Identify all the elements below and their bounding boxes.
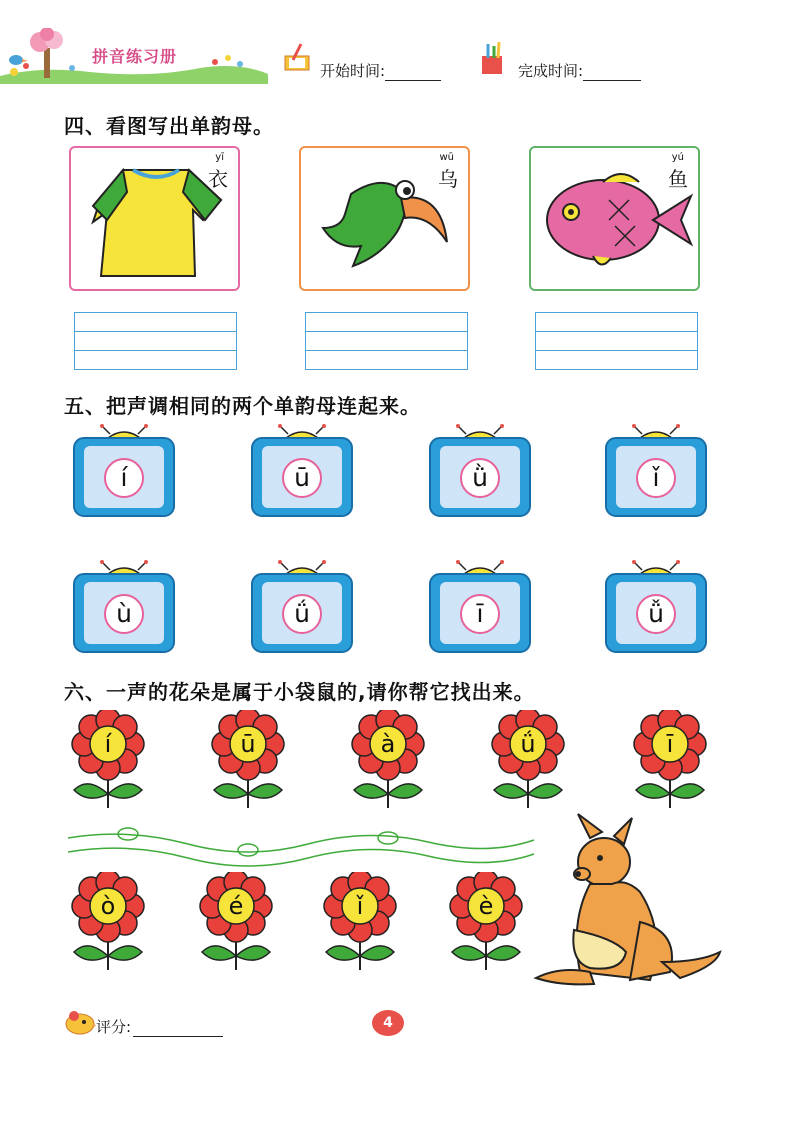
vowel-flower[interactable] xyxy=(208,710,288,810)
vowel-label: à xyxy=(380,730,396,758)
vowel-flower[interactable] xyxy=(68,872,148,972)
section6-title: 六、一声的花朵是属于小袋鼠的,请你帮它找出来。 xyxy=(64,680,535,704)
vowel-flower[interactable] xyxy=(348,710,428,810)
vowel-label: ū xyxy=(240,730,256,758)
pencil-cup-icon xyxy=(478,42,508,76)
end-time-label: 完成时间: xyxy=(518,62,584,80)
vowel-flower[interactable] xyxy=(196,872,276,972)
bird-icon xyxy=(62,1008,96,1036)
card-hanzi: 衣 xyxy=(208,167,228,191)
vowel-label: ǐ xyxy=(356,892,364,920)
pencil-book-icon xyxy=(283,42,313,74)
card-hanzi: 乌 xyxy=(438,167,458,191)
picture-card-crow xyxy=(299,146,470,291)
start-time-label: 开始时间: xyxy=(320,62,386,80)
card-pinyin: wū xyxy=(439,152,454,163)
page-header xyxy=(0,0,800,92)
page-number: 4 xyxy=(372,1010,404,1036)
crow-icon xyxy=(301,148,472,293)
start-time-field xyxy=(320,60,441,81)
picture-card-shirt xyxy=(69,146,240,291)
vowel-label: í xyxy=(104,730,112,758)
vowel-flower[interactable] xyxy=(68,710,148,810)
writing-lines-crow[interactable] xyxy=(305,312,468,370)
vowel-flower[interactable] xyxy=(488,710,568,810)
vowel-tv-box[interactable] xyxy=(604,560,708,656)
start-time-blank[interactable] xyxy=(385,65,441,81)
vowel-flower[interactable] xyxy=(320,872,400,972)
end-time-blank[interactable] xyxy=(583,65,641,81)
card-pinyin: yī xyxy=(215,152,224,163)
vowel-label: ǘ xyxy=(282,594,322,634)
fish-icon xyxy=(531,148,702,293)
vowel-label: è xyxy=(478,892,494,920)
vowel-tv-box[interactable] xyxy=(428,560,532,656)
vowel-tv-box[interactable] xyxy=(250,424,354,520)
score-field xyxy=(96,1016,223,1037)
vowel-tv-box[interactable] xyxy=(428,424,532,520)
vowel-label: ù xyxy=(104,594,144,634)
wavy-path-divider xyxy=(68,820,538,870)
vowel-tv-box[interactable] xyxy=(72,560,176,656)
vowel-label: é xyxy=(228,892,244,920)
vowel-label: í xyxy=(104,458,144,498)
end-time-field xyxy=(518,60,641,81)
vowel-tv-box[interactable] xyxy=(72,424,176,520)
picture-card-fish xyxy=(529,146,700,291)
vowel-label: ò xyxy=(100,892,116,920)
vowel-label: ǚ xyxy=(636,594,676,634)
book-title: 拼音练习册 xyxy=(92,47,178,66)
card-pinyin: yú xyxy=(671,152,684,163)
vowel-tv-box[interactable] xyxy=(604,424,708,520)
vowel-label: ī xyxy=(666,730,674,758)
writing-lines-shirt[interactable] xyxy=(74,312,237,370)
kangaroo-icon xyxy=(530,812,730,1002)
vowel-flower[interactable] xyxy=(446,872,526,972)
score-blank[interactable] xyxy=(133,1021,223,1037)
vowel-label: ǜ xyxy=(460,458,500,498)
vowel-label: ǘ xyxy=(520,730,536,758)
vowel-label: ū xyxy=(282,458,322,498)
shirt-icon xyxy=(71,148,242,293)
vowel-label: ī xyxy=(460,594,500,634)
vowel-flower[interactable] xyxy=(630,710,710,810)
vowel-tv-box[interactable] xyxy=(250,560,354,656)
writing-lines-fish[interactable] xyxy=(535,312,698,370)
vowel-label: ǐ xyxy=(636,458,676,498)
score-label: 评分: xyxy=(96,1018,132,1036)
section4-title: 四、看图写出单韵母。 xyxy=(64,114,274,138)
section5-title: 五、把声调相同的两个单韵母连起来。 xyxy=(64,394,421,418)
card-hanzi: 鱼 xyxy=(668,167,688,191)
